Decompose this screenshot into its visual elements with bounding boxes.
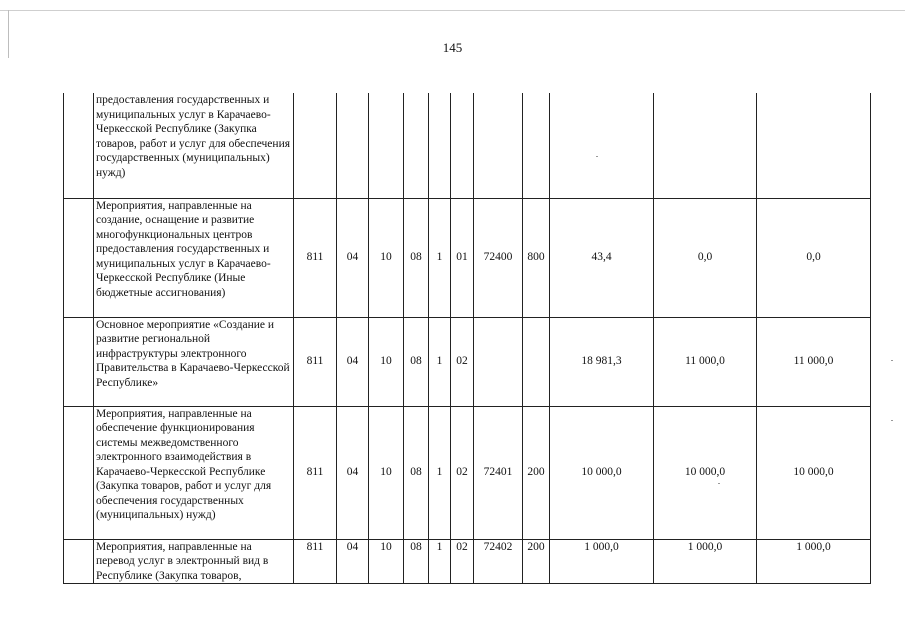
program-cell: 08 bbox=[404, 406, 429, 539]
amount-year3-cell: 0,0 bbox=[757, 198, 871, 317]
budget-table bbox=[63, 93, 871, 584]
event-cell: 02 bbox=[451, 317, 474, 406]
amount-year2-cell: 10 000,0 bbox=[654, 406, 757, 539]
grbs-cell: 811 bbox=[294, 198, 337, 317]
description-cell: Основное мероприятие «Создание и развитие региональной инфраструктуры электронного Правительства в Карачаево-Черкесской Республике» bbox=[94, 317, 294, 406]
scan-speck bbox=[891, 420, 893, 421]
scan-speck bbox=[718, 483, 720, 484]
program-cell bbox=[404, 93, 429, 198]
page-number: 145 bbox=[442, 40, 463, 55]
event-cell: 02 bbox=[451, 406, 474, 539]
grbs-cell: 811 bbox=[294, 539, 337, 584]
subprogram-cell: 1 bbox=[429, 406, 451, 539]
subsection-cell: 10 bbox=[369, 406, 404, 539]
subsection-cell: 10 bbox=[369, 198, 404, 317]
expense-type-cell bbox=[523, 317, 550, 406]
section-cell: 04 bbox=[337, 539, 369, 584]
blank-cell bbox=[64, 406, 94, 539]
amount-year3-cell: 1 000,0 bbox=[757, 539, 871, 584]
table-row bbox=[64, 317, 871, 406]
table-row bbox=[64, 198, 871, 317]
program-cell: 08 bbox=[404, 317, 429, 406]
description-cell: Мероприятия, направленные на создание, оснащение и развитие многофункциональных центров предоставления государственных и муниципальных услуг в Карачаево-Черкесской Республике (Иные бюджетные ассигнования) bbox=[94, 198, 294, 317]
direction-cell: 72402 bbox=[474, 539, 523, 584]
blank-cell bbox=[64, 93, 94, 198]
blank-cell bbox=[64, 198, 94, 317]
amount-year1-cell bbox=[550, 93, 654, 198]
scan-speck bbox=[891, 360, 893, 361]
subprogram-cell: 1 bbox=[429, 539, 451, 584]
event-cell bbox=[451, 93, 474, 198]
blank-cell bbox=[64, 317, 94, 406]
event-cell: 02 bbox=[451, 539, 474, 584]
subsection-cell bbox=[369, 93, 404, 198]
expense-type-cell bbox=[523, 93, 550, 198]
direction-cell bbox=[474, 317, 523, 406]
amount-year3-cell bbox=[757, 93, 871, 198]
program-cell: 08 bbox=[404, 539, 429, 584]
event-cell: 01 bbox=[451, 198, 474, 317]
expense-type-cell: 800 bbox=[523, 198, 550, 317]
amount-year2-cell: 0,0 bbox=[654, 198, 757, 317]
amount-year1-cell: 43,4 bbox=[550, 198, 654, 317]
expense-type-cell: 200 bbox=[523, 539, 550, 584]
section-cell: 04 bbox=[337, 198, 369, 317]
table-row bbox=[64, 93, 871, 198]
description-cell: Мероприятия, направленные на перевод услуг в электронный вид в Республике (Закупка товаров, bbox=[94, 539, 294, 584]
subprogram-cell: 1 bbox=[429, 317, 451, 406]
subsection-cell: 10 bbox=[369, 317, 404, 406]
grbs-cell: 811 bbox=[294, 317, 337, 406]
direction-cell: 72400 bbox=[474, 198, 523, 317]
blank-cell bbox=[64, 539, 94, 584]
table-row bbox=[64, 406, 871, 539]
program-cell: 08 bbox=[404, 198, 429, 317]
amount-year1-cell: 18 981,3 bbox=[550, 317, 654, 406]
expense-type-cell: 200 bbox=[523, 406, 550, 539]
scan-speck bbox=[596, 156, 598, 157]
grbs-cell bbox=[294, 93, 337, 198]
table-row bbox=[64, 539, 871, 584]
subsection-cell: 10 bbox=[369, 539, 404, 584]
direction-cell: 72401 bbox=[474, 406, 523, 539]
section-cell bbox=[337, 93, 369, 198]
section-cell: 04 bbox=[337, 317, 369, 406]
amount-year2-cell: 11 000,0 bbox=[654, 317, 757, 406]
amount-year3-cell: 11 000,0 bbox=[757, 317, 871, 406]
amount-year3-cell: 10 000,0 bbox=[757, 406, 871, 539]
grbs-cell: 811 bbox=[294, 406, 337, 539]
amount-year1-cell: 1 000,0 bbox=[550, 539, 654, 584]
section-cell: 04 bbox=[337, 406, 369, 539]
description-cell: Мероприятия, направленные на обеспечение функционирования системы межведомственного электронного взаимодействия в Карачаево-Черкесской Республике (Закупка товаров, работ и услуг для обеспечения государственных (муниципальных) нужд) bbox=[94, 406, 294, 539]
subprogram-cell bbox=[429, 93, 451, 198]
amount-year2-cell bbox=[654, 93, 757, 198]
amount-year2-cell: 1 000,0 bbox=[654, 539, 757, 584]
subprogram-cell: 1 bbox=[429, 198, 451, 317]
scan-edge-top bbox=[0, 10, 905, 11]
amount-year1-cell: 10 000,0 bbox=[550, 406, 654, 539]
direction-cell bbox=[474, 93, 523, 198]
description-cell: предоставления государственных и муниципальных услуг в Карачаево-Черкесской Республике (Закупка товаров, работ и услуг для обеспечения государственных (муниципальных) нужд) bbox=[94, 93, 294, 198]
